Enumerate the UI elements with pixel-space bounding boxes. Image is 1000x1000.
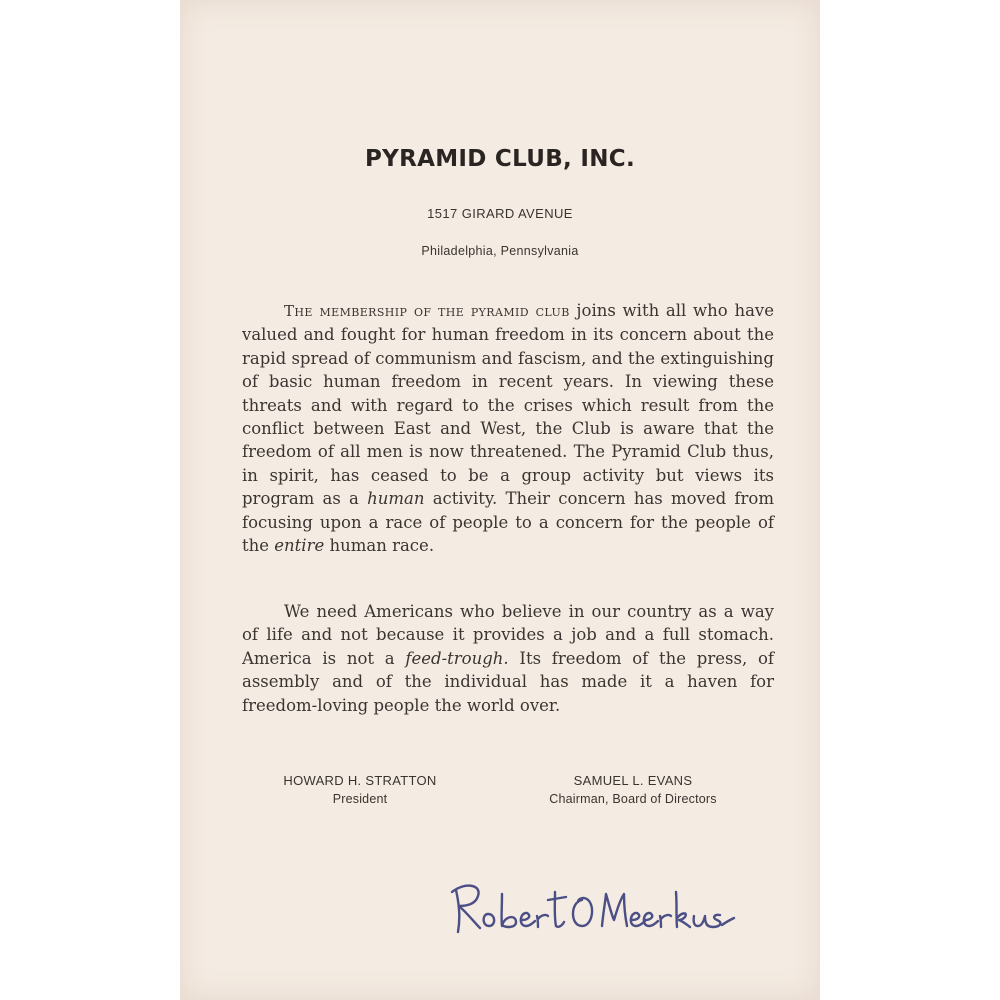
signatory-role: President bbox=[332, 792, 388, 806]
signatory-chairman bbox=[503, 772, 763, 808]
street-address: 1517 GIRARD AVENUE bbox=[427, 206, 573, 221]
paragraph-lead-smallcaps: The membership of the pyramid club bbox=[284, 302, 570, 320]
handwritten-signature bbox=[442, 870, 742, 940]
paragraph-text: Its freedom of the press, of assembly and of the individual has made it a haven for freedom-loving people the world over. bbox=[242, 648, 774, 715]
paragraph-membership bbox=[242, 299, 774, 557]
emphasis-human: human bbox=[367, 489, 425, 509]
paragraph-text: joins with all who have valued and fought for human freedom in its concern about the rapid spread of communism and fascism, and the extinguishing of basic human freedom in recent years. In viewing these threats and with regard to the crises which result from the conflict between East and West, the Club is aware that the freedom of all men is now threatened. The Pyramid Club thus, in spirit, has ceased to be a group activity but views its program as a bbox=[242, 301, 774, 509]
signatory-role: Chairman, Board of Directors bbox=[549, 792, 717, 806]
city-state: Philadelphia, Pennsylvania bbox=[421, 244, 579, 258]
emphasis-feed-trough: feed-trough. bbox=[405, 648, 509, 668]
paragraph-americans bbox=[242, 600, 774, 717]
signatory-name: SAMUEL L. EVANS bbox=[573, 773, 693, 788]
signatory-president bbox=[230, 772, 490, 808]
organization-title: PYRAMID CLUB, INC. bbox=[364, 146, 636, 172]
paragraph-text: human race. bbox=[324, 536, 435, 556]
signature-drawing bbox=[442, 870, 742, 940]
paragraph-text: We need Americans who believe in our country as a way of life and not because it provides a job and a full stomach. America is not a bbox=[242, 602, 774, 668]
signatory-name: HOWARD H. STRATTON bbox=[283, 773, 437, 788]
document-page bbox=[180, 0, 820, 1000]
emphasis-entire: entire bbox=[274, 536, 325, 556]
paragraph-text: activity. Their concern has moved from focusing upon a race of people to a concern for the people of the bbox=[242, 489, 774, 556]
